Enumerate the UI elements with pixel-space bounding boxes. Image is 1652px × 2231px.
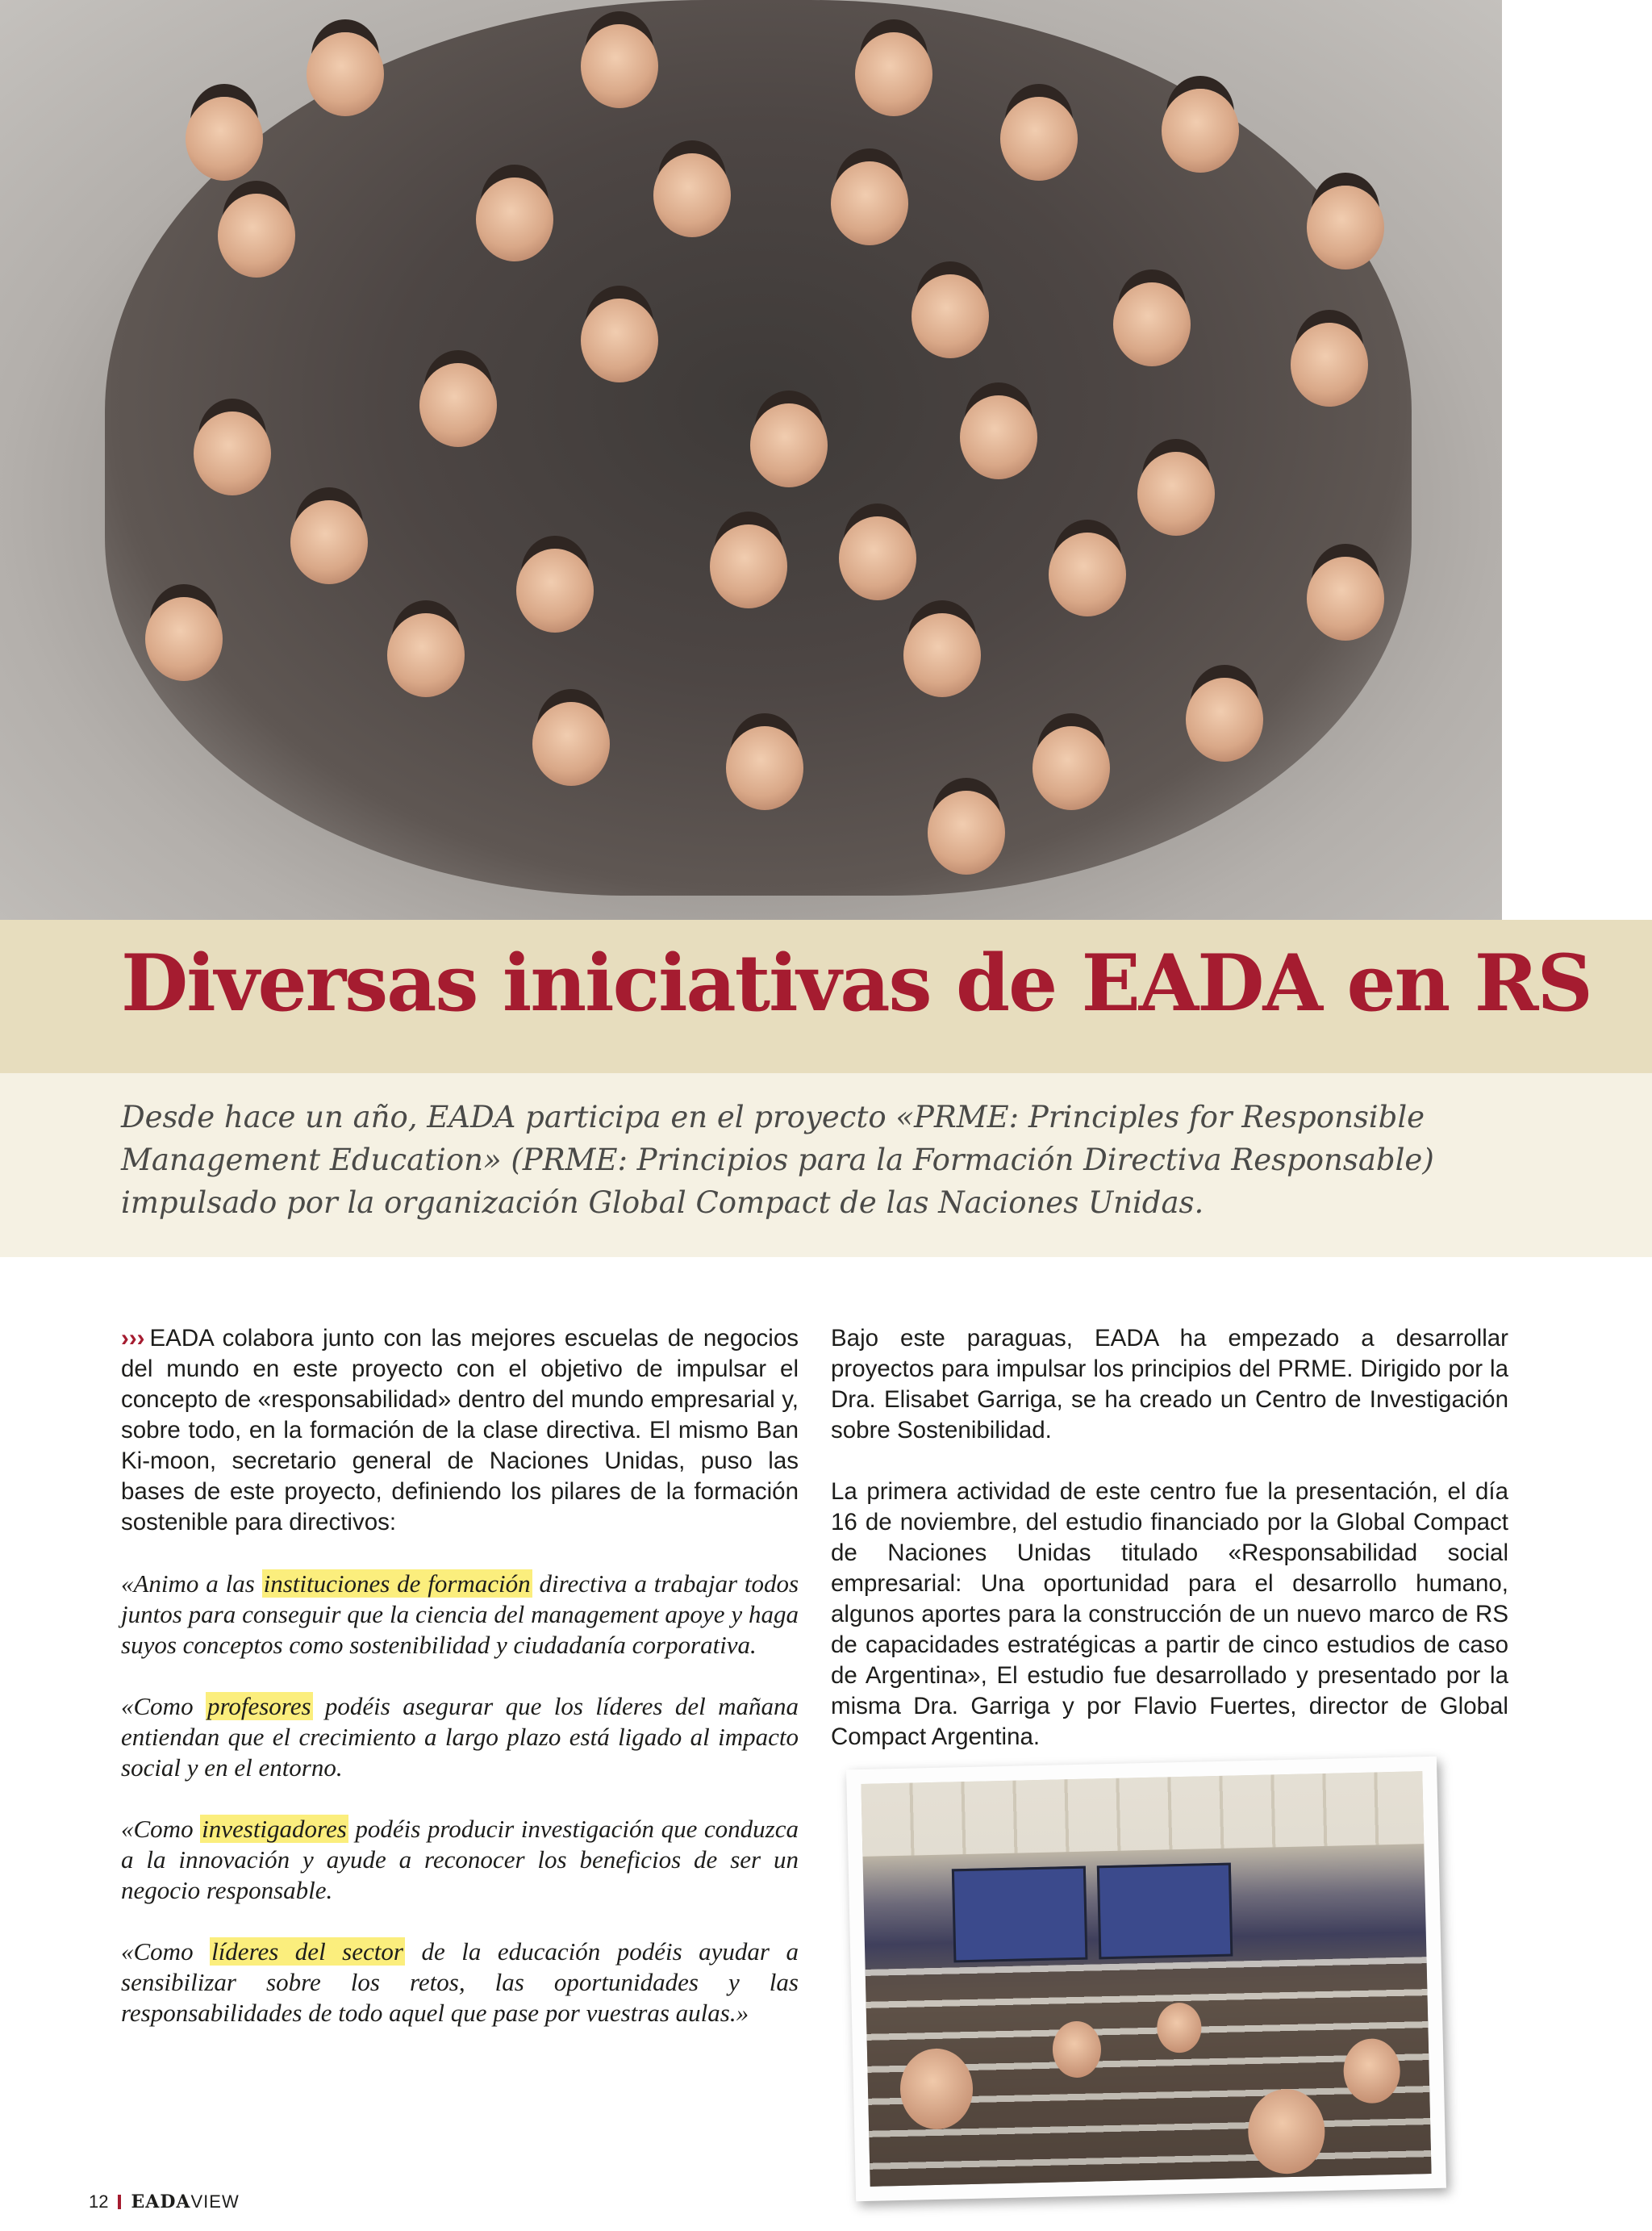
person-face — [419, 363, 497, 447]
intro-text: EADA colabora junto con las mejores escuelas de negocios del mundo en este proyecto con el objetivo de impulsar el concepto de «responsabilidad» dentro del mundo empresarial y, sobre todo, en la formación de la clase directiva. El mismo Ban Ki-moon, secretario general de Naciones Unidas, puso las bases de este proyecto, definiendo los pilares de la formación sostenible para directivos: — [121, 1325, 799, 1535]
person-face — [1032, 726, 1110, 810]
person-face — [710, 524, 787, 608]
person-face — [750, 403, 828, 487]
person-face — [912, 274, 989, 358]
classroom-photo — [846, 1757, 1446, 2201]
person-face — [831, 161, 908, 245]
person-face — [581, 299, 658, 382]
person-face — [1049, 533, 1126, 616]
person-face — [290, 500, 368, 584]
projection-screen — [952, 1866, 1088, 1963]
page-number: 12 — [89, 2191, 109, 2212]
quote-paragraph — [121, 1814, 799, 1906]
person-face — [855, 32, 932, 116]
person-face — [1307, 186, 1384, 269]
highlighted-term: instituciones de formación — [263, 1569, 531, 1598]
person-face — [581, 24, 658, 108]
person-face — [307, 32, 384, 116]
quote-paragraph — [121, 1691, 799, 1783]
person-face — [532, 702, 610, 786]
left-column — [121, 1323, 799, 2059]
quote-text: podéis asegurar que los líderes del mañana entiendan que el crecimiento a largo plazo está ligado al impacto social y en el entorno. — [121, 1692, 799, 1782]
quote-text: de la educación podéis ayudar a sensibilizar sobre los retos, las oportunidades y las responsabilidades de todo aquel que pase por vuestras aulas.» — [121, 1937, 799, 2027]
projection-screen — [1097, 1863, 1233, 1960]
footer-divider — [118, 2195, 121, 2209]
person-face — [1137, 452, 1215, 536]
person-face — [194, 412, 271, 495]
article-title: Diversas iniciativas de EADA en RS — [121, 938, 1592, 1029]
person-face — [145, 597, 223, 681]
brand-name-light: VIEW — [190, 2191, 240, 2212]
highlighted-term: investigadores — [202, 1815, 347, 1843]
person-face — [1186, 678, 1263, 762]
person-face — [928, 791, 1005, 875]
person-face — [653, 153, 731, 237]
highlighted-term: líderes del sector — [211, 1937, 403, 1966]
person-face — [186, 97, 263, 181]
quote-paragraph — [121, 1936, 799, 2028]
person-face — [218, 194, 295, 278]
body-paragraph: La primera actividad de este centro fue la presentación, el día 16 de noviembre, del estudio financiado por la Global Compact de Naciones Unidas titulado «Responsabilidad social empresarial: Una oportunidad para el desarrollo humano, algunos aportes para la construcción de un nuevo marco de RS de capacidades estratégicas a partir de cinco estudios de caso de Argentina», El estudio fue desarrollado y presentado por la misma Dra. Garriga y por Flavio Fuertes, director de Global Compact Argentina. — [831, 1478, 1508, 1750]
highlighted-term: profesores — [206, 1692, 311, 1720]
person-face — [960, 395, 1037, 479]
person-face — [1291, 323, 1368, 407]
person-face — [1000, 97, 1078, 181]
brand-name-bold: EADA — [131, 2191, 191, 2212]
ceiling-lights — [861, 1771, 1424, 1857]
hero-photo — [0, 0, 1502, 920]
person-face — [726, 726, 803, 810]
person-face — [516, 549, 594, 633]
quote-text: podéis producir investigación que conduzca a la innovación y ayude a reconocer los beneficios de ser un negocio responsable. — [121, 1815, 799, 1904]
quote-text: directiva a trabajar todos juntos para conseguir que la ciencia del management apoye y haga suyos conceptos como sostenibilidad y ciudadanía corporativa. — [121, 1569, 799, 1659]
person-face — [903, 613, 981, 697]
quote-text: «Como — [121, 1937, 211, 1966]
person-face — [1307, 557, 1384, 641]
quote-text: «Como — [121, 1692, 206, 1720]
person-face — [839, 516, 916, 600]
intro-paragraph — [121, 1323, 799, 1538]
person-face — [1113, 282, 1191, 366]
article-lead: Desde hace un año, EADA participa en el proyecto «PRME: Principles for Responsible Management Education» (PRME: Principios para la Formación Directiva Responsable) impulsado por la organización Global Compact de las Naciones Unidas. — [121, 1100, 1434, 1220]
right-column — [831, 1323, 1508, 1783]
quote-paragraph — [121, 1569, 799, 1661]
quote-text: «Animo a las — [121, 1569, 262, 1598]
classroom-photo-image — [861, 1771, 1431, 2187]
page-footer — [89, 2191, 240, 2212]
person-face — [387, 613, 465, 697]
person-face — [476, 178, 553, 261]
section-marker-icon: ››› — [121, 1325, 145, 1352]
body-paragraph: Bajo este paraguas, EADA ha empezado a desarrollar proyectos para impulsar los principios del PRME. Dirigido por la Dra. Elisabet Garriga, se ha creado un Centro de Investigación sobre Sostenibilidad. — [831, 1325, 1508, 1443]
person-face — [1162, 89, 1239, 173]
quote-text: «Como — [121, 1815, 201, 1843]
